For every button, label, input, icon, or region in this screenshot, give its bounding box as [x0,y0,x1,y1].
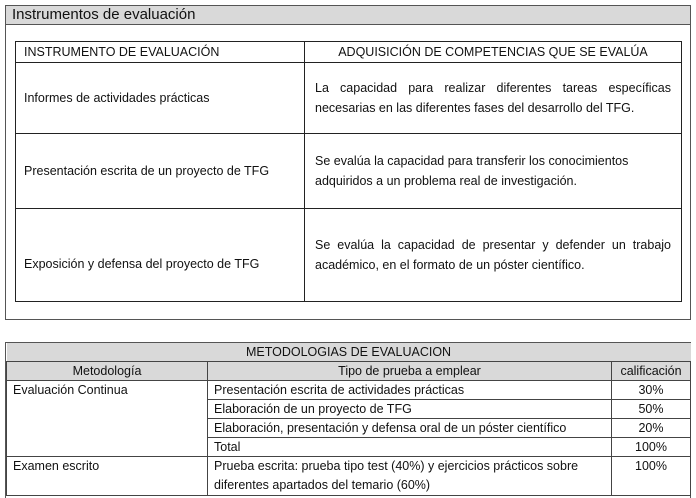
test-cell: Elaboración, presentación y defensa oral de un póster científico [208,419,612,438]
competence-cell: Se evalúa la capacidad de presentar y defender un trabajo académico, en el formato de un póster científico. [305,209,682,302]
grade-cell: 100% [612,457,691,496]
method-cell [7,419,208,438]
table-header-row [16,42,682,63]
test-cell: Total [208,438,612,457]
test-cell: Elaboración de un proyecto de TFG [208,400,612,419]
header-grade: calificación [612,362,691,381]
methods-table [6,343,691,496]
test-cell: Presentación escrita de actividades prácticas [208,381,612,400]
table-row [7,457,691,496]
instruments-table [15,41,682,302]
test-cell: Prueba escrita: prueba tipo test (40%) y ejercicios prácticos sobre diferentes apartados del temario (60%) [208,457,612,496]
grade-cell: 30% [612,381,691,400]
method-cell: Evaluación Continua [7,381,208,400]
table-row [7,381,691,400]
method-cell [7,438,208,457]
instrument-cell: Informes de actividades prácticas [16,63,305,134]
table-row [7,400,691,419]
methods-title-row [7,343,691,362]
section-heading: Instrumentos de evaluación [6,6,690,25]
header-instrument: INSTRUMENTO DE EVALUACIÓN [16,42,305,63]
grade-cell: 20% [612,419,691,438]
grade-cell: 100% [612,438,691,457]
header-test-type: Tipo de prueba a emplear [208,362,612,381]
methods-title: METODOLOGIAS DE EVALUACION [7,343,691,362]
instrument-cell: Presentación escrita de un proyecto de TFG [16,134,305,209]
table-row [7,419,691,438]
table-row [16,209,682,302]
methods-header-row [7,362,691,381]
grade-cell: 50% [612,400,691,419]
competence-cell: La capacidad para realizar diferentes tareas específicas necesarias en las diferentes fases del desarrollo del TFG. [305,63,682,134]
header-methodology: Metodología [7,362,208,381]
table-row [7,438,691,457]
table-row [16,134,682,209]
method-cell: Examen escrito [7,457,208,496]
competence-cell: Se evalúa la capacidad para transferir los conocimientos adquiridos a un problema real de investigación. [305,134,682,209]
instrument-cell: Exposición y defensa del proyecto de TFG [16,209,305,302]
method-cell [7,400,208,419]
table-row [16,63,682,134]
header-competences: ADQUISICIÓN DE COMPETENCIAS QUE SE EVALÚA [305,42,682,63]
evaluation-methods-section [5,342,691,498]
